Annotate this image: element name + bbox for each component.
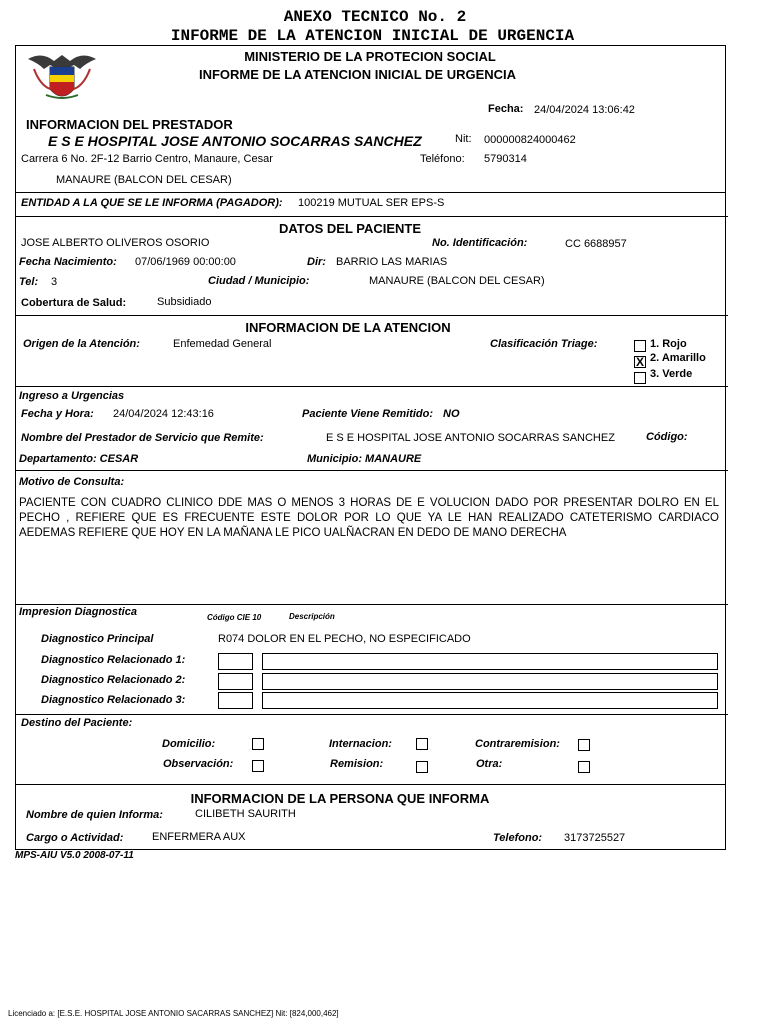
informant-role-label: Cargo o Actividad: xyxy=(26,832,124,844)
divider xyxy=(15,714,728,715)
diagnosis-label: Impresion Diagnostica xyxy=(19,606,137,618)
destino-observacion-label: Observación: xyxy=(163,758,234,770)
consultation-text: PACIENTE CON CUADRO CLINICO DDE MAS O MENOS 3 HORAS DE E VOLUCION DADO POR PRESENTAR DOLRO EN EL PECHO , REFIERE QUE ES FRECUENTE ESTE DOLOR POR LO QUE YA LE HAN REALIZADO CATETERISMO CARDIACO AEDEMAS REFIERE QUE HOY EN LA MAÑANA LE PICO UALÑACRAN EN DEDO DE MANO DERECHA xyxy=(19,497,719,539)
informant-name-label: Nombre de quien Informa: xyxy=(26,809,163,821)
provider-city: MANAURE (BALCON DEL CESAR) xyxy=(56,174,232,186)
form-frame xyxy=(15,45,726,850)
divider xyxy=(15,470,728,471)
triage-label: Clasificación Triage: xyxy=(490,338,598,350)
tel-label: Tel: xyxy=(19,276,39,288)
patient-section-title: DATOS DEL PACIENTE xyxy=(278,221,422,236)
phone-value: 5790314 xyxy=(484,153,527,165)
informant-name-value: CILIBETH SAURITH xyxy=(195,808,296,820)
patient-name: JOSE ALBERTO OLIVEROS OSORIO xyxy=(21,237,210,249)
informant-role-value: ENFERMERA AUX xyxy=(152,831,246,843)
related-diagnosis-3-label: Diagnostico Relacionado 3: xyxy=(41,694,186,706)
date-value: 24/04/2024 13:06:42 xyxy=(534,104,635,116)
divider xyxy=(15,315,728,316)
municipality: Municipio: MANAURE xyxy=(307,453,422,465)
destino-otra-checkbox[interactable] xyxy=(578,761,590,773)
coverage-label: Cobertura de Salud: xyxy=(21,297,127,309)
divider xyxy=(15,192,726,193)
cie10-header: Código CIE 10 xyxy=(207,613,262,622)
form-subtitle: INFORME DE LA ATENCION INICIAL DE URGENCIA xyxy=(198,67,517,82)
destino-otra-label: Otra: xyxy=(476,758,503,770)
related-diagnosis-2-label: Diagnostico Relacionado 2: xyxy=(41,674,186,686)
divider xyxy=(15,784,726,785)
provider-section-title: INFORMACION DEL PRESTADOR xyxy=(26,117,233,132)
referrer-label: Nombre del Prestador de Servicio que Remite: xyxy=(21,432,264,444)
destino-domicilio-label: Domicilio: xyxy=(162,738,216,750)
divider xyxy=(15,604,728,605)
dir-value: BARRIO LAS MARIAS xyxy=(336,256,448,268)
payer-label: ENTIDAD A LA QUE SE LE INFORMA (PAGADOR): xyxy=(21,197,283,209)
form-version: MPS-AIU V5.0 2008-07-11 xyxy=(15,850,134,861)
referrer-code-label: Código: xyxy=(646,431,688,443)
referrer-value: E S E HOSPITAL JOSE ANTONIO SOCARRAS SANCHEZ xyxy=(326,432,615,444)
destino-contraremision-label: Contraremision: xyxy=(475,738,560,750)
city-value: MANAURE (BALCON DEL CESAR) xyxy=(369,275,545,287)
ministry-title: MINISTERIO DE LA PROTECION SOCIAL xyxy=(244,49,496,64)
tel-value: 3 xyxy=(51,276,58,288)
destino-contraremision-checkbox[interactable] xyxy=(578,739,590,751)
origin-label: Origen de la Atención: xyxy=(23,338,140,350)
admission-datetime-value: 24/04/2024 12:43:16 xyxy=(113,408,214,420)
principal-diagnosis-label: Diagnostico Principal xyxy=(41,633,154,645)
report-title: INFORME DE LA ATENCION INICIAL DE URGENCIA xyxy=(170,27,575,45)
birth-value: 07/06/1969 00:00:00 xyxy=(135,256,236,268)
related-diagnosis-1-label: Diagnostico Relacionado 1: xyxy=(41,654,186,666)
description-header: Descripción xyxy=(289,612,335,621)
destino-remision-label: Remision: xyxy=(330,758,384,770)
informant-section-title: INFORMACION DE LA PERSONA QUE INFORMA xyxy=(190,791,490,806)
phone-label: Teléfono: xyxy=(420,153,465,165)
payer-value: 100219 MUTUAL SER EPS-S xyxy=(298,197,445,209)
provider-address: Carrera 6 No. 2F-12 Barrio Centro, Manaure, Cesar xyxy=(21,153,273,165)
triage-verde-checkbox[interactable] xyxy=(634,372,646,384)
destino-remision-checkbox[interactable] xyxy=(416,761,428,773)
triage-amarillo-label: 2. Amarillo xyxy=(650,352,706,364)
admission-datetime-label: Fecha y Hora: xyxy=(21,408,94,420)
dir-label: Dir: xyxy=(307,256,326,268)
nit-label: Nit: xyxy=(455,133,472,145)
city-label: Ciudad / Municipio: xyxy=(208,275,310,287)
divider xyxy=(15,386,728,387)
attention-section-title: INFORMACION DE LA ATENCION xyxy=(245,320,451,335)
destino-domicilio-checkbox[interactable] xyxy=(252,738,264,750)
referred-label: Paciente Viene Remitido: xyxy=(302,408,434,420)
divider xyxy=(15,216,728,217)
related-diagnosis-3-description[interactable] xyxy=(262,692,718,709)
annex-title: ANEXO TECNICO No. 2 xyxy=(283,8,467,26)
triage-rojo-label: 1. Rojo xyxy=(650,338,687,350)
destino-internacion-label: Internacion: xyxy=(329,738,392,750)
license-text: Licenciado a: [E.S.E. HOSPITAL JOSE ANTONIO SACARRAS SANCHEZ] Nit: [824,000,462] xyxy=(8,1009,339,1018)
coverage-value: Subsidiado xyxy=(157,296,212,308)
related-diagnosis-2-code[interactable] xyxy=(218,673,253,690)
department: Departamento: CESAR xyxy=(19,453,139,465)
related-diagnosis-3-code[interactable] xyxy=(218,692,253,709)
informant-phone-value: 3173725527 xyxy=(564,832,626,844)
triage-amarillo-checkbox[interactable]: X xyxy=(635,355,644,369)
admission-section-title: Ingreso a Urgencias xyxy=(19,390,125,402)
informant-phone-label: Telefono: xyxy=(493,832,543,844)
related-diagnosis-1-description[interactable] xyxy=(262,653,718,670)
related-diagnosis-1-code[interactable] xyxy=(218,653,253,670)
triage-rojo-checkbox[interactable] xyxy=(634,340,646,352)
related-diagnosis-2-description[interactable] xyxy=(262,673,718,690)
id-value: CC 6688957 xyxy=(565,238,627,250)
id-label: No. Identificación: xyxy=(432,237,528,249)
destination-label: Destino del Paciente: xyxy=(21,717,133,729)
nit-value: 000000824000462 xyxy=(484,134,576,146)
origin-value: Enfemedad General xyxy=(173,338,272,350)
destino-observacion-checkbox[interactable] xyxy=(252,760,264,772)
provider-name: E S E HOSPITAL JOSE ANTONIO SOCARRAS SANCHEZ xyxy=(48,133,422,149)
triage-verde-label: 3. Verde xyxy=(650,368,693,380)
date-label: Fecha: xyxy=(488,103,524,115)
destino-internacion-checkbox[interactable] xyxy=(416,738,428,750)
referred-value: NO xyxy=(443,408,460,420)
principal-diagnosis-value: R074 DOLOR EN EL PECHO, NO ESPECIFICADO xyxy=(218,633,471,645)
birth-label: Fecha Nacimiento: xyxy=(19,256,117,268)
consultation-label: Motivo de Consulta: xyxy=(19,476,125,488)
